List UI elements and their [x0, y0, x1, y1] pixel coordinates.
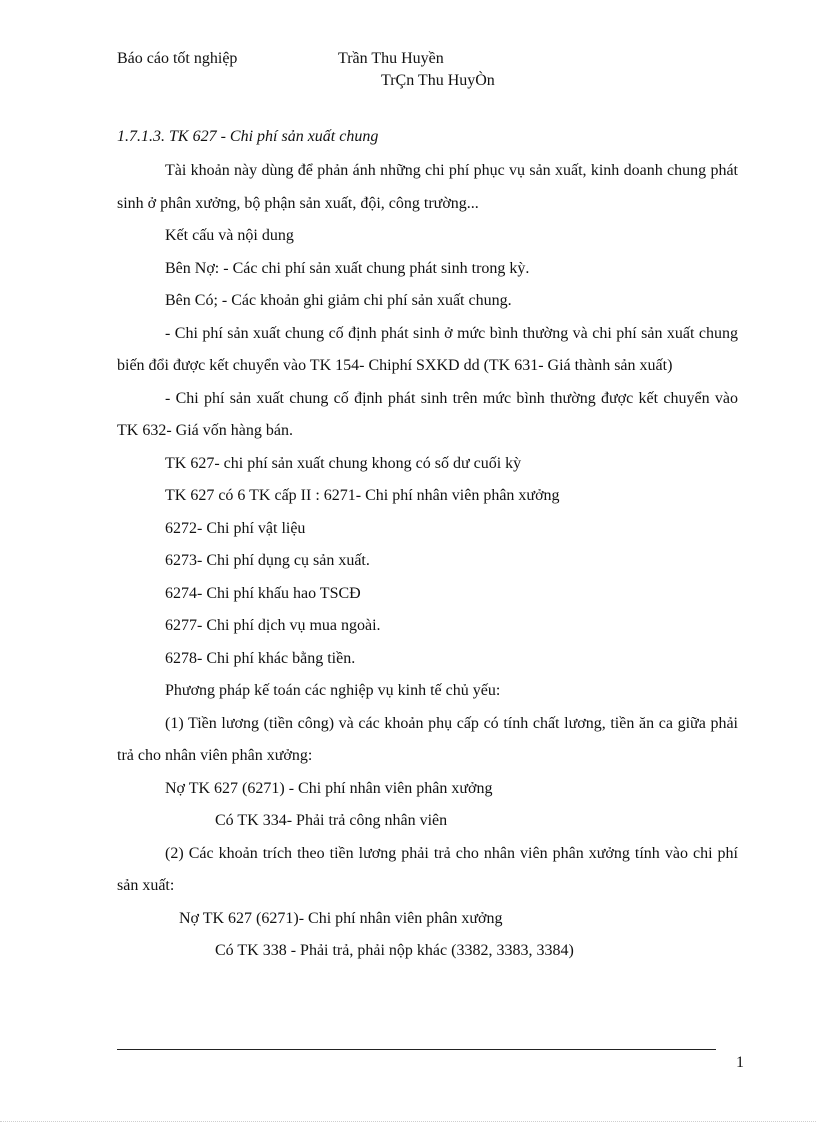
paragraph: Bên Có; - Các khoản ghi giảm chi phí sản xuất chung.: [165, 292, 512, 309]
page-number: 1: [736, 1054, 744, 1071]
paragraph: Kết cấu và nội dung: [165, 227, 294, 244]
paragraph: TK 627- chi phí sản xuất chung khong có số dư cuối kỳ: [165, 454, 522, 472]
section-heading: 1.7.1.3. TK 627 - Chi phí sản xuất chung: [117, 128, 379, 145]
header-report-title: Báo cáo tốt nghiệp: [117, 50, 238, 67]
footer-rule: [117, 1049, 716, 1050]
list-item: 6274- Chi phí khấu hao TSCĐ: [165, 584, 361, 602]
list-item: 6273- Chi phí dụng cụ sản xuất.: [165, 552, 370, 569]
journal-entry-credit: Có TK 334- Phải trả công nhân viên: [215, 812, 448, 829]
list-item: 6272- Chi phí vật liệu: [165, 519, 306, 537]
header-author-garbled: TrÇn Thu HuyÒn: [381, 72, 495, 89]
paragraph: TK 627 có 6 TK cấp II : 6271- Chi phí nhân viên phân xưởng: [165, 487, 560, 504]
paragraph: - Chi phí sản xuất chung cố định phát sinh trên mức bình thường được kết chuyển vào TK 632- Giá vốn hàng bán.: [117, 389, 738, 439]
paragraph: (1) Tiền lương (tiền công) và các khoản phụ cấp có tính chất lương, tiền ăn ca giữa phải trả cho nhân viên phân xưởng:: [117, 714, 738, 764]
paragraph: Phương pháp kế toán các nghiệp vụ kinh tế chủ yếu:: [165, 682, 501, 699]
journal-entry-debit: Nợ TK 627 (6271) - Chi phí nhân viên phân xưởng: [165, 779, 493, 797]
body-text: [117, 155, 738, 968]
page-edge-divider: [0, 1121, 816, 1122]
journal-entry-debit: Nợ TK 627 (6271)- Chi phí nhân viên phân xưởng: [179, 909, 503, 927]
list-item: 6277- Chi phí dịch vụ mua ngoài.: [165, 617, 381, 634]
journal-entry-credit: Có TK 338 - Phải trả, phải nộp khác (3382, 3383, 3384): [215, 942, 574, 959]
header-author: Trần Thu Huyền: [338, 50, 444, 67]
paragraph: Bên Nợ: - Các chi phí sản xuất chung phát sinh trong kỳ.: [165, 259, 530, 277]
paragraph: (2) Các khoản trích theo tiền lương phải trả cho nhân viên phân xưởng tính vào chi phí sản xuất:: [117, 844, 738, 894]
list-item: 6278- Chi phí khác bằng tiền.: [165, 649, 356, 667]
paragraph: - Chi phí sản xuất chung cố định phát sinh ở mức bình thường và chi phí sản xuất chung biến đổi được kết chuyển vào TK 154- Chiphí SXKD dd (TK 631- Giá thành sản xuất): [117, 324, 738, 374]
paragraph: Tài khoản này dùng để phản ánh những chi phí phục vụ sản xuất, kinh doanh chung phát sinh ở phân xưởng, bộ phận sản xuất, đội, công trường...: [117, 162, 738, 212]
